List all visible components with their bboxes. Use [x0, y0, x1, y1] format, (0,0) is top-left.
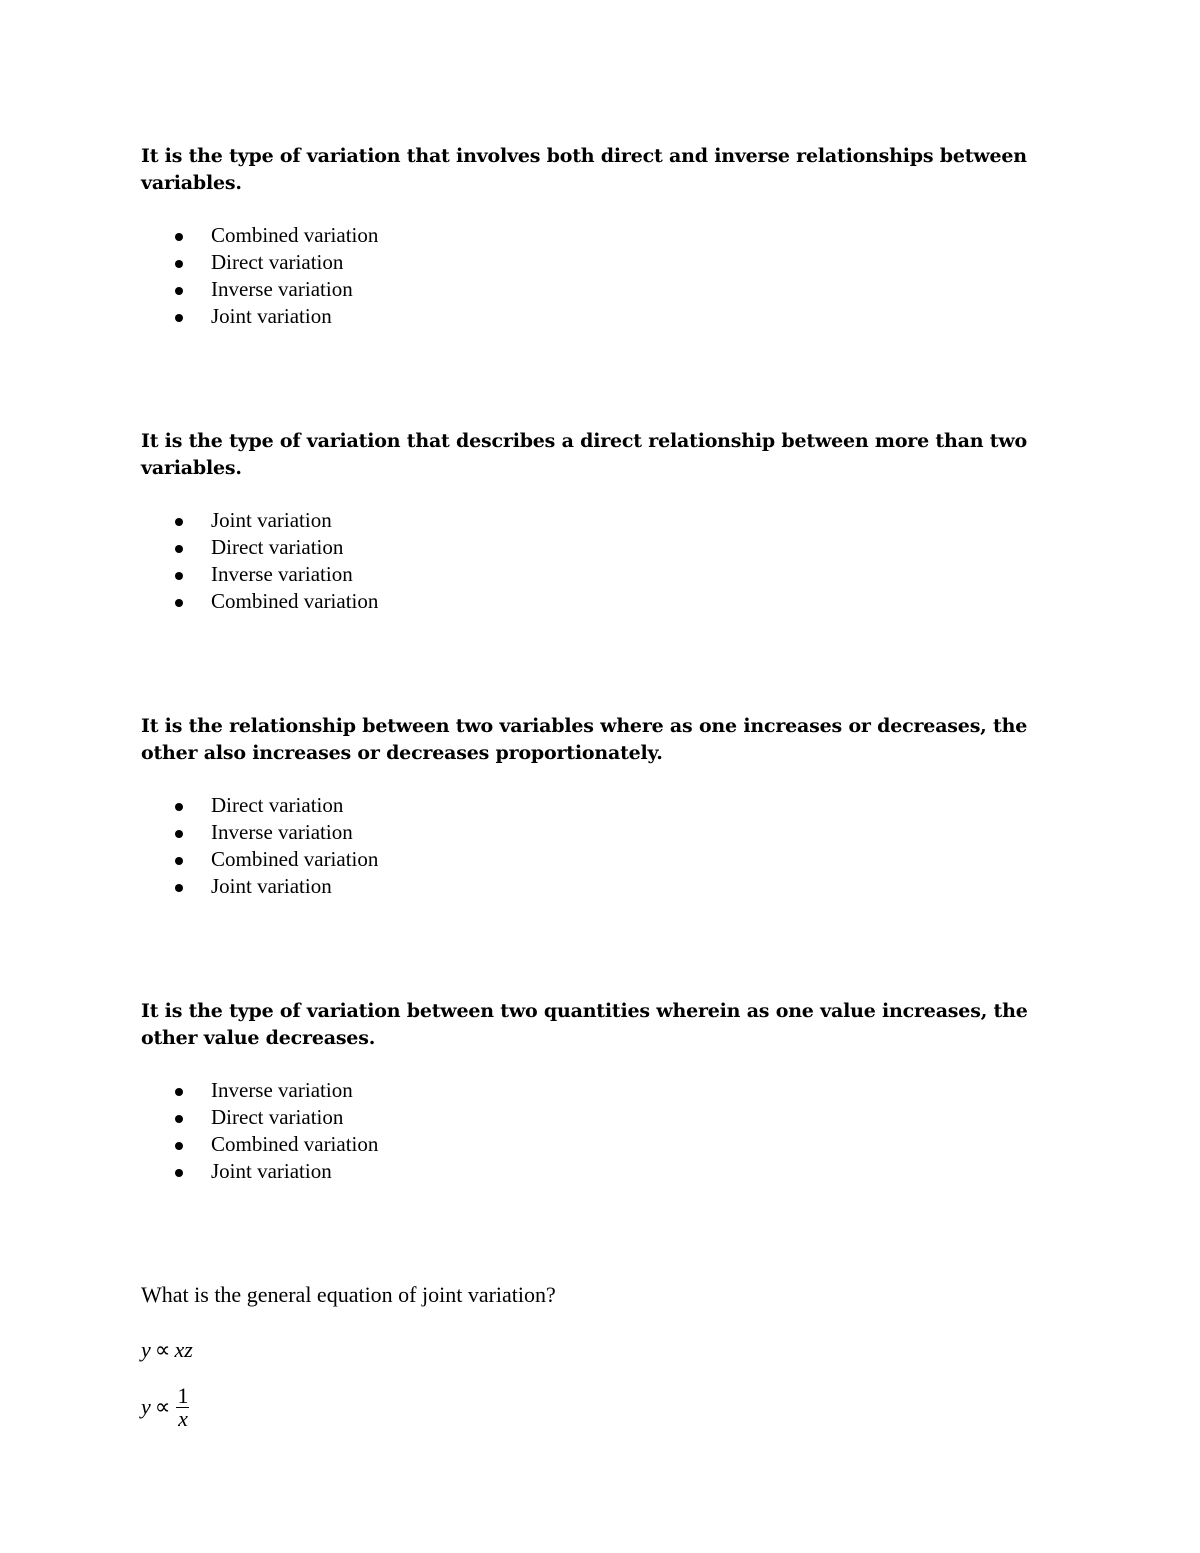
equation-rhs: xz — [174, 1337, 193, 1362]
option-label: Inverse variation — [211, 820, 353, 844]
question-text: It is the type of variation between two quantities wherein as one value increases, the other value decreases. — [141, 1000, 1028, 1049]
question-block-2 — [141, 428, 1061, 615]
proportional-symbol: ∝ — [154, 1394, 171, 1419]
option-label: Combined variation — [211, 589, 379, 613]
fraction-numerator: 1 — [177, 1382, 189, 1408]
option-list — [141, 222, 1061, 330]
option-label: Inverse variation — [211, 562, 353, 586]
bullet-icon — [175, 599, 183, 607]
question-block-1 — [141, 143, 1061, 330]
equation-option-1[interactable] — [141, 1336, 1061, 1364]
equation-option-2[interactable] — [141, 1382, 1061, 1432]
option-list — [141, 1077, 1061, 1185]
option-label: Joint variation — [211, 304, 332, 328]
document-page — [141, 143, 1061, 1432]
bullet-icon — [175, 1142, 183, 1150]
option-label: Direct variation — [211, 250, 344, 274]
question-text: It is the type of variation that involves both direct and inverse relationships between variables. — [141, 145, 1027, 194]
option-label: Inverse variation — [211, 1078, 353, 1102]
option-label: Combined variation — [211, 223, 379, 247]
bullet-icon — [175, 518, 183, 526]
bullet-icon — [175, 803, 183, 811]
bullet-icon — [175, 314, 183, 322]
option-label: Joint variation — [211, 874, 332, 898]
option-item[interactable] — [141, 276, 1061, 303]
bullet-icon — [175, 287, 183, 295]
option-item[interactable] — [141, 873, 1061, 900]
bullet-icon — [175, 1169, 183, 1177]
bullet-icon — [175, 1115, 183, 1123]
bullet-icon — [175, 545, 183, 553]
option-label: Inverse variation — [211, 277, 353, 301]
equation-lhs: y — [141, 1337, 151, 1362]
option-item[interactable] — [141, 819, 1061, 846]
bullet-icon — [175, 260, 183, 268]
option-list — [141, 507, 1061, 615]
option-list — [141, 792, 1061, 900]
bullet-icon — [175, 572, 183, 580]
question-text: It is the type of variation that describes a direct relationship between more than two variables. — [141, 430, 1027, 479]
question-text: What is the general equation of joint variation? — [141, 1282, 556, 1307]
fraction-denominator: x — [178, 1405, 188, 1431]
bullet-icon — [175, 233, 183, 241]
option-item[interactable] — [141, 507, 1061, 534]
option-item[interactable] — [141, 1077, 1061, 1104]
question-text: It is the relationship between two variables where as one increases or decreases, the other also increases or decreases proportionately. — [141, 715, 1028, 764]
option-item[interactable] — [141, 846, 1061, 873]
option-label: Joint variation — [211, 508, 332, 532]
option-item[interactable] — [141, 1131, 1061, 1158]
question-block-3 — [141, 713, 1061, 900]
option-item[interactable] — [141, 1104, 1061, 1131]
proportional-symbol: ∝ — [154, 1337, 171, 1362]
option-item[interactable] — [141, 1158, 1061, 1185]
bullet-icon — [175, 884, 183, 892]
fraction — [176, 1382, 189, 1431]
option-label: Joint variation — [211, 1159, 332, 1183]
option-item[interactable] — [141, 249, 1061, 276]
option-label: Direct variation — [211, 793, 344, 817]
option-item[interactable] — [141, 561, 1061, 588]
option-item[interactable] — [141, 534, 1061, 561]
bullet-icon — [175, 857, 183, 865]
option-label: Combined variation — [211, 1132, 379, 1156]
option-item[interactable] — [141, 588, 1061, 615]
question-block-5 — [141, 1281, 1061, 1432]
bullet-icon — [175, 830, 183, 838]
option-item[interactable] — [141, 792, 1061, 819]
option-label: Direct variation — [211, 1105, 344, 1129]
bullet-icon — [175, 1088, 183, 1096]
option-item[interactable] — [141, 222, 1061, 249]
equation-lhs: y — [141, 1394, 151, 1419]
option-item[interactable] — [141, 303, 1061, 330]
question-block-4 — [141, 998, 1061, 1185]
option-label: Combined variation — [211, 847, 379, 871]
option-label: Direct variation — [211, 535, 344, 559]
